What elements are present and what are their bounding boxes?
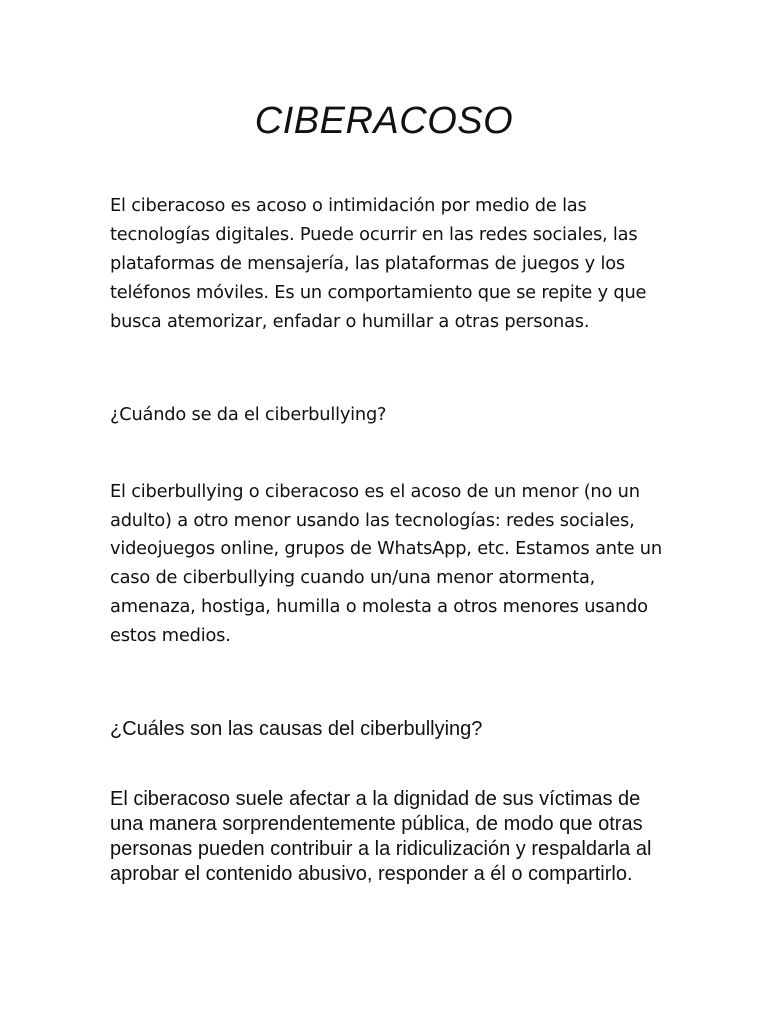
question-heading-when: ¿Cuándo se da el ciberbullying?	[110, 404, 387, 425]
answer-paragraph-causes: El ciberacoso suele afectar a la dignidad de sus víctimas de una manera sorprendentemente pública, de modo que otras personas pueden contribuir a la ridiculización y respaldarla al aprobar el contenido abusivo, responder a él o compartirlo.	[110, 788, 652, 885]
intro-paragraph: El ciberacoso es acoso o intimidación por medio de las tecnologías digitales. Puede ocurrir en las redes sociales, las plataformas de mensajería, las plataformas de juegos y los teléfonos móviles. Es un comportamiento que se repite y que busca atemorizar, enfadar o humillar a otras personas.	[110, 195, 647, 332]
page-title: CIBERACOSO	[254, 100, 514, 142]
question-heading-causes: ¿Cuáles son las causas del ciberbullying?	[110, 718, 483, 740]
answer-paragraph-when: El ciberbullying o ciberacoso es el acoso de un menor (no un adulto) a otro menor usando las tecnologías: redes sociales, videojuegos online, grupos de WhatsApp, etc. Estamos ante un caso de ciberbullying cuando un/una menor atormenta, amenaza, hostiga, humilla o molesta a otros menores usando estos medios.	[110, 481, 662, 646]
